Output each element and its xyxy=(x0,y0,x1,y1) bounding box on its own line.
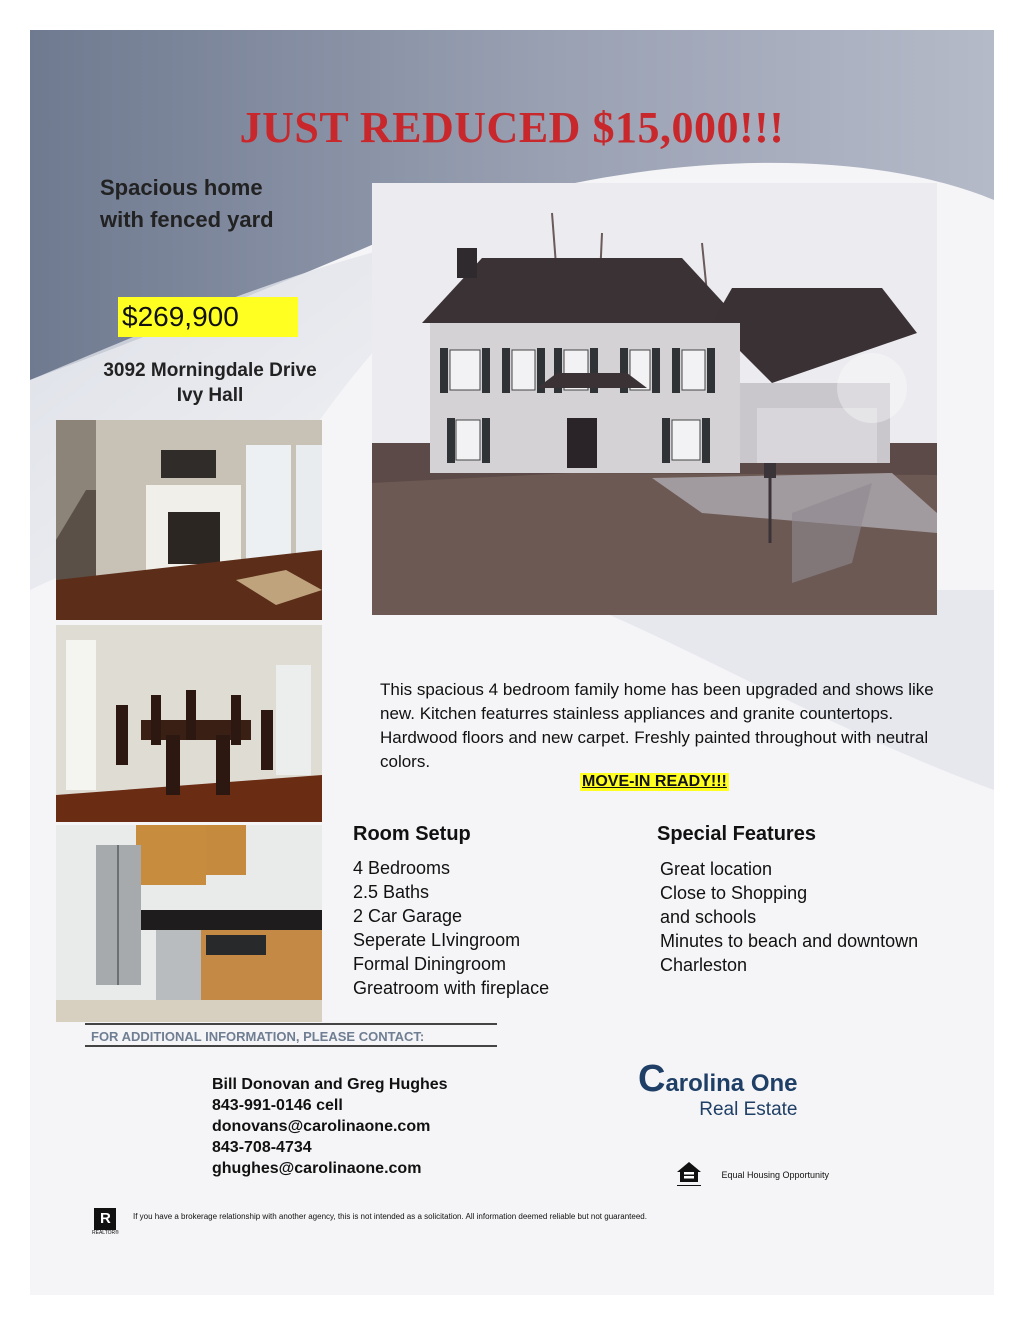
list-item: Greatroom with fireplace xyxy=(353,978,550,998)
move-in-ready-highlight: MOVE-IN READY!!! xyxy=(582,773,727,790)
equal-housing-badge xyxy=(675,1160,829,1190)
carolina-one-logo xyxy=(638,1058,798,1121)
house-exterior-photo xyxy=(372,183,937,615)
list-item: and schools xyxy=(660,907,757,927)
equal-housing-label: Equal Housing Opportunity xyxy=(721,1170,830,1180)
contact-phone-cell: 843-991-0146 cell xyxy=(212,1097,343,1114)
address-street: 3092 Morningdale Drive xyxy=(103,360,317,381)
realtor-logo xyxy=(94,1208,116,1230)
disclaimer: If you have a brokerage relationship with another agency, this is not intended as a solicitation. All information deemed reliable but not guaranteed. xyxy=(133,1212,647,1221)
special-features-title: Special Features xyxy=(657,823,816,845)
contact-details xyxy=(212,1074,448,1179)
realtor-label: REALTOR® xyxy=(92,1230,119,1236)
room-setup-section xyxy=(353,823,549,1000)
list-item: 2.5 Baths xyxy=(353,882,430,902)
equal-housing-icon xyxy=(675,1160,703,1190)
list-item: 4 Bedrooms xyxy=(353,858,451,878)
contact-heading: FOR ADDITIONAL INFORMATION, PLEASE CONTACT: xyxy=(85,1023,497,1047)
tagline xyxy=(100,172,274,236)
headline: JUST REDUCED $15,000!!! xyxy=(239,103,785,152)
room-setup-title: Room Setup xyxy=(353,823,471,845)
realtor-letter: R xyxy=(100,1210,111,1227)
kitchen-photo xyxy=(56,825,322,1022)
contact-names: Bill Donovan and Greg Hughes xyxy=(212,1076,448,1093)
address-subdivision: Ivy Hall xyxy=(176,385,244,406)
list-item: 2 Car Garage xyxy=(353,906,463,926)
tagline-line1: Spacious home xyxy=(100,175,263,200)
brand-subtitle: Real Estate xyxy=(699,1099,798,1120)
special-features-section xyxy=(657,823,918,977)
address xyxy=(80,358,340,408)
price-badge: $269,900 xyxy=(118,297,298,337)
list-item: Seperate LIvingroom xyxy=(353,930,521,950)
contact-phone-hughes: 843-708-4734 xyxy=(212,1139,312,1156)
list-item: Formal Diningroom xyxy=(353,954,507,974)
list-item: Minutes to beach and downtown xyxy=(660,931,919,951)
living-room-photo xyxy=(56,420,322,620)
contact-email-donovan[interactable]: donovans@carolinaone.com xyxy=(212,1118,431,1135)
room-setup-list xyxy=(353,856,549,1000)
contact-email-hughes[interactable]: ghughes@carolinaone.com xyxy=(212,1160,422,1177)
special-features-list xyxy=(657,857,918,977)
list-item: Great location xyxy=(660,859,773,879)
list-item: Close to Shopping xyxy=(660,883,808,903)
list-item: Charleston xyxy=(660,955,748,975)
brand-initial: C xyxy=(638,1058,666,1100)
tagline-line2: with fenced yard xyxy=(100,207,274,232)
property-description: This spacious 4 bedroom family home has been upgraded and shows like new. Kitchen featurres stainless appliances and granite countertops. Hardwood floors and new carpet. Freshly painted throughout with neutral colors. xyxy=(380,680,934,771)
realtor-badge xyxy=(92,1208,119,1236)
flyer-page xyxy=(30,30,994,1295)
dining-room-photo xyxy=(56,625,322,822)
brand-name: arolina One xyxy=(665,1070,798,1097)
